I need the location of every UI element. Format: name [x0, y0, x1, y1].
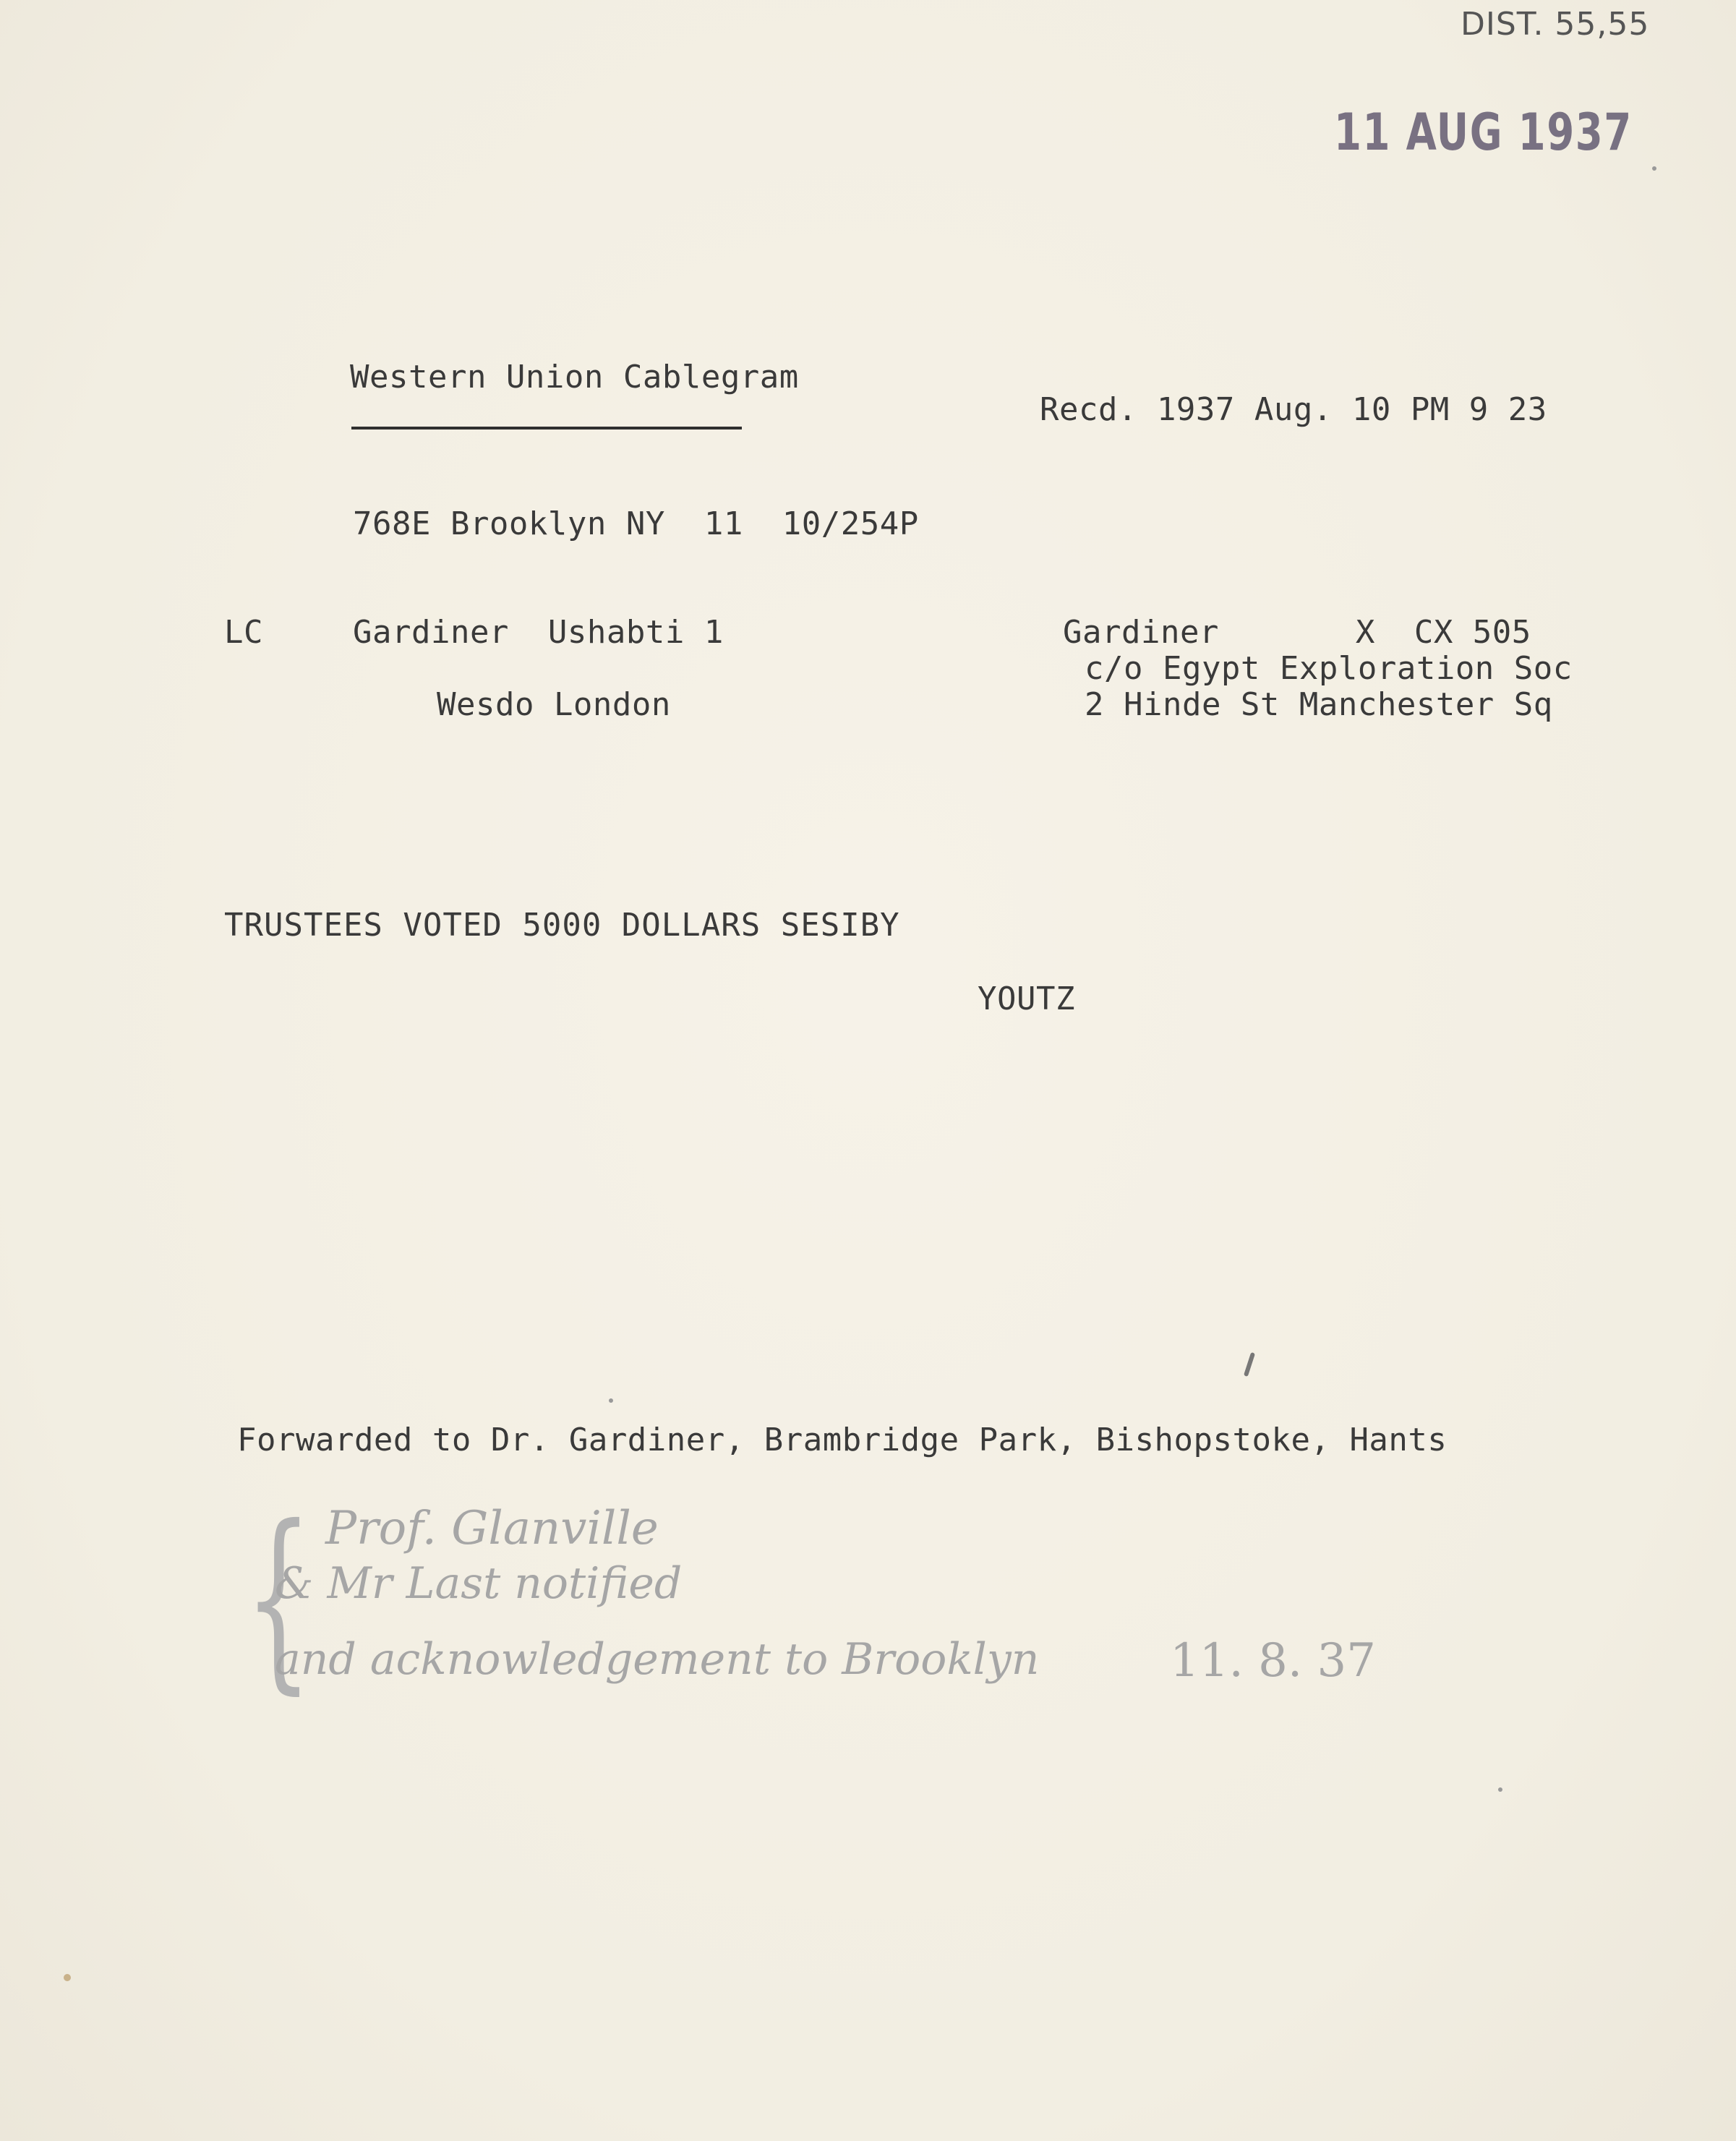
recipient-name-line: Gardiner X CX 505	[1063, 614, 1531, 651]
handwritten-date: 11. 8. 37	[1170, 1634, 1376, 1688]
sender-code: Gardiner Ushabti 1	[353, 614, 724, 651]
routing-line: 768E Brooklyn NY 11 10/254P	[353, 505, 919, 542]
handwritten-line-2: & Mr Last notified	[275, 1558, 683, 1609]
brace-icon: {	[244, 1484, 313, 1711]
paper-speck	[609, 1398, 613, 1403]
title-underline	[351, 427, 742, 430]
class-code: LC	[224, 614, 263, 651]
sender-address: Wesdo London	[437, 686, 671, 723]
pencil-tick	[1244, 1352, 1255, 1377]
paper-speck	[64, 1974, 71, 1981]
message-text: TRUSTEES VOTED 5000 DOLLARS SESIBY	[224, 907, 900, 944]
handwritten-line-3: and acknowledgement to Brooklyn	[275, 1634, 1040, 1685]
forwarding-note: Forwarded to Dr. Gardiner, Brambridge Park, Bishopstoke, Hants	[237, 1422, 1448, 1458]
recipient-street: 2 Hinde St Manchester Sq	[1085, 686, 1553, 723]
paper-speck	[1498, 1787, 1502, 1792]
date-stamp: 11 AUG 1937	[1334, 103, 1633, 162]
handwritten-line-1: Prof. Glanville	[325, 1502, 659, 1555]
recipient-care-of: c/o Egypt Exploration Soc	[1085, 650, 1573, 687]
signature: YOUTZ	[978, 980, 1075, 1017]
file-mark: DIST. 55,55	[1461, 6, 1650, 43]
received-line: Recd. 1937 Aug. 10 PM 9 23	[1040, 391, 1547, 428]
paper-speck	[1652, 166, 1656, 171]
cable-title: Western Union Cablegram	[350, 359, 799, 396]
